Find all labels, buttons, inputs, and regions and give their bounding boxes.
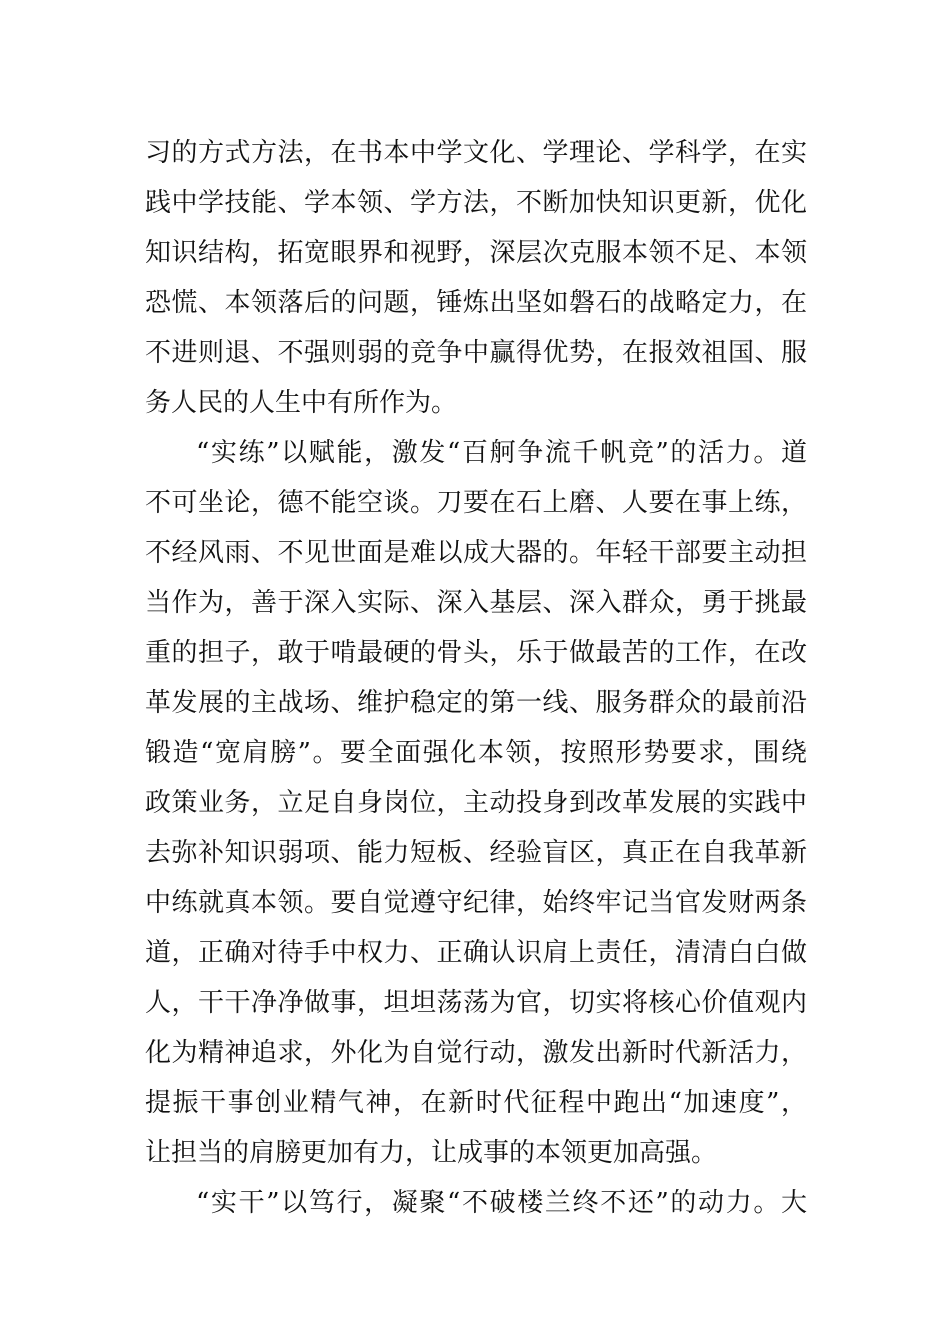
- text-line: 人，干干净净做事，坦坦荡荡为官，切实将核心价值观内: [145, 988, 807, 1018]
- text-line: 当作为，善于深入实际、深入基层、深入群众，勇于挑最: [145, 588, 807, 618]
- text-line: 政策业务，立足自身岗位，主动投身到改革发展的实践中: [145, 788, 807, 818]
- text-line: 道，正确对待手中权力、正确认识肩上责任，清清白白做: [145, 938, 807, 968]
- text-line: 让担当的肩膀更加有力，让成事的本领更加高强。: [145, 1138, 718, 1168]
- paragraph-first-line: “实练”以赋能，激发“百舸争流千帆竞”的活力。道: [196, 438, 807, 468]
- text-line: 不进则退、不强则弱的竞争中赢得优势，在报效祖国、服: [145, 338, 807, 368]
- text-line: 不经风雨、不见世面是难以成大器的。年轻干部要主动担: [145, 538, 807, 568]
- text-line: 知识结构，拓宽眼界和视野，深层次克服本领不足、本领: [145, 238, 807, 268]
- text-line: 中练就真本领。要自觉遵守纪律，始终牢记当官发财两条: [145, 888, 807, 918]
- text-line: 锻造“宽肩膀”。要全面强化本领，按照形势要求，围绕: [145, 738, 807, 768]
- text-line: 不可坐论，德不能空谈。刀要在石上磨、人要在事上练，: [145, 488, 807, 518]
- text-line: 化为精神追求，外化为自觉行动，激发出新时代新活力，: [145, 1038, 807, 1068]
- text-line: 恐慌、本领落后的问题，锤炼出坚如磐石的战略定力，在: [145, 288, 807, 318]
- text-line: 重的担子，敢于啃最硬的骨头，乐于做最苦的工作，在改: [145, 638, 807, 668]
- text-line: 习的方式方法，在书本中学文化、学理论、学科学，在实: [145, 138, 807, 168]
- text-line: 去弥补知识弱项、能力短板、经验盲区，真正在自我革新: [145, 838, 807, 868]
- text-line: 提振干事创业精气神，在新时代征程中跑出“加速度”，: [145, 1088, 807, 1118]
- text-line: 践中学技能、学本领、学方法，不断加快知识更新，优化: [145, 188, 807, 218]
- text-line: 革发展的主战场、维护稳定的第一线、服务群众的最前沿: [145, 688, 807, 718]
- paragraph-first-line: “实干”以笃行，凝聚“不破楼兰终不还”的动力。大: [196, 1188, 807, 1218]
- text-line: 务人民的人生中有所作为。: [145, 388, 458, 418]
